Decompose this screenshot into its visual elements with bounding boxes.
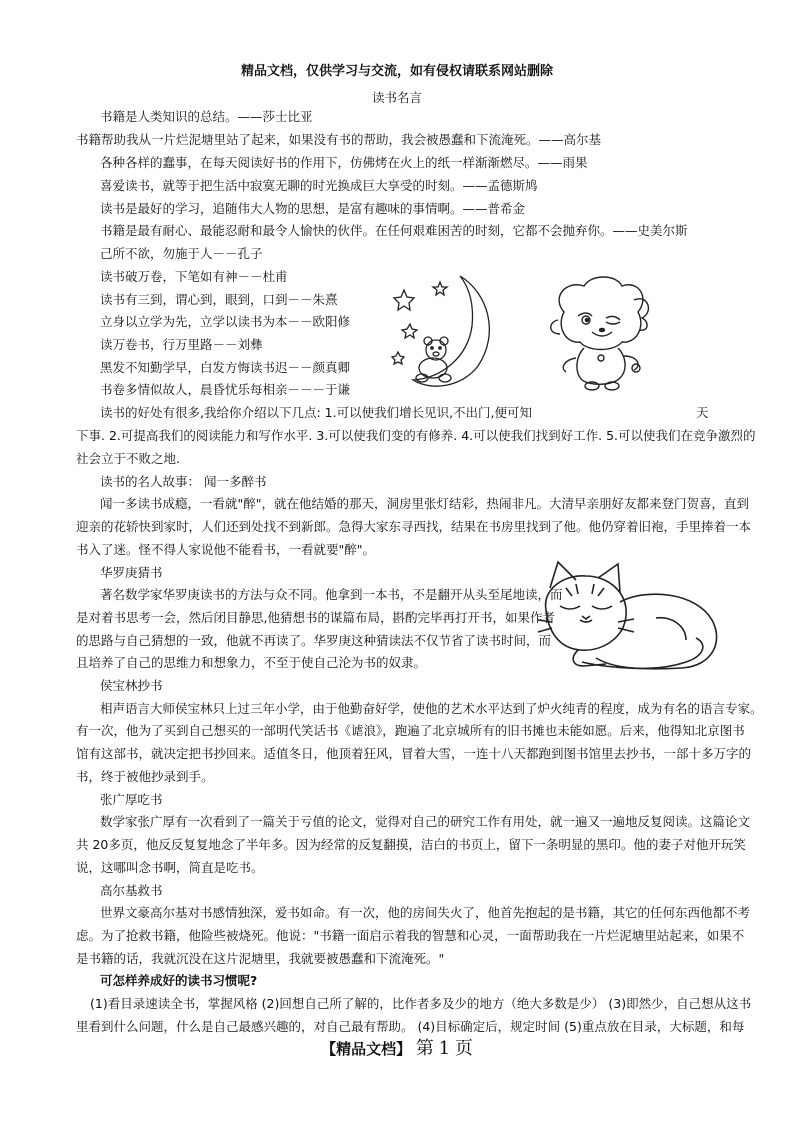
story-hou-line: 有一次，他为了买到自己想买的一部明代笑话书《谑浪》，跑遍了北京城所有的旧书摊也未能如愿。后来，他得知北京图书 — [76, 723, 745, 738]
story-hou-line: 书，终于被他抄录到手。 — [76, 769, 214, 784]
quote-line: 读书破万卷，下笔如有神－－杜甫 — [100, 269, 288, 284]
footer-page-suffix: 页 — [454, 1038, 473, 1059]
footer-label: 【精品文档】 — [321, 1040, 412, 1058]
quote-line: 各种各样的蠢事，在每天阅读好书的作用下，仿佛烤在火上的纸一样渐渐燃尽。——雨果 — [100, 155, 588, 170]
benefits-line: 下事. 2.可提高我们的阅读能力和写作水平. 3.可以使我们变的有修养. 4.可以使我们找到好工作. 5.可以使我们在竞争激烈的 — [76, 428, 756, 443]
story-zhang-title: 张广厚吃书 — [100, 792, 163, 807]
story-wen-line: 迎亲的花轿快到家时，人们还到处找不到新郎。急得大家东寻西找，结果在书房里找到了他。他仍穿着旧袍，手里捧着一本 — [76, 519, 752, 534]
quote-line: 读万卷书，行万里路－－刘彝 — [100, 337, 263, 352]
quote-line: 书卷多情似故人，晨昏忧乐每相亲－－－于谦 — [100, 382, 351, 397]
sleeping-cat-illustration — [536, 558, 726, 676]
quote-line: 黑发不知勤学早，白发方悔读书迟－－颜真卿 — [100, 360, 351, 375]
story-hou-title: 侯宝林抄书 — [100, 678, 163, 693]
story-gorky-line: 是书籍的话，我就沉没在这片泥塘里，我就要被愚蠢和下流淹死。" — [76, 951, 445, 966]
quote-line: 书籍帮助我从一片烂泥塘里站了起来，如果没有书的帮助，我会被愚蠢和下流淹死。——高尔基 — [76, 132, 602, 147]
stories-intro: 读书的名人故事： 闻一多醉书 — [100, 474, 267, 489]
benefits-line-end: 天 — [696, 405, 709, 420]
story-wen-line: 书入了迷。怪不得人家说他不能看书，一看就要"醉"。 — [76, 542, 376, 557]
quote-line: 立身以立学为先，立学以读书为本－－欧阳修 — [100, 314, 351, 329]
footer-page-prefix: 第 — [415, 1038, 434, 1059]
quote-line: 喜爱读书，就等于把生活中寂寞无聊的时光换成巨大享受的时刻。——孟德斯鸠 — [100, 178, 538, 193]
quote-line: 书籍是最有耐心、最能忍耐和最令人愉快的伙伴。在任何艰难困苦的时刻，它都不会抛弃你。——史美尔斯 — [100, 223, 688, 238]
story-wen-line: 闻一多读书成瘾，一看就"醉"，就在他结婚的那天，洞房里张灯结彩，热闹非凡。大清早亲朋好友都来登门贺喜，直到 — [100, 496, 750, 511]
page-footer — [0, 1034, 794, 1060]
story-hua-line: 的思路与自己猜想的一致，他就不再读了。华罗庚这种猜读法不仅节省了读书时间，而 — [76, 633, 552, 648]
benefits-line: 社会立于不败之地. — [76, 451, 180, 466]
benefits-line: 读书的好处有很多,我给你介绍以下几点: 1.可以使我们增长见识,不出门,便可知 — [100, 405, 533, 420]
page-header: 精品文档，仅供学习与交流，如有侵权请联系网站删除 — [240, 64, 553, 79]
story-hua-line: 著名数学家华罗庚读书的方法与众不同。他拿到一本书，不是翻开从头至尾地读，而 — [100, 587, 563, 602]
quote-line: 己所不欲，勿施于人－－孔子 — [100, 246, 263, 261]
page-title: 读书名言 — [371, 90, 422, 105]
sheep-illustration — [546, 272, 656, 394]
story-hou-line: 相声语言大师侯宝林只上过三年小学，由于他勤奋好学，使他的艺术水平达到了炉火纯青的程度，成为有名的语言专家。 — [100, 701, 763, 716]
quote-line: 读书有三到，谓心到，眼到，口到－－朱熹 — [100, 292, 338, 307]
habits-line: (1)看目录速读全书，掌握风格 (2)回想自己所了解的，比作者多及少的地方（绝大多数是少） (3)即然少，自己想从这书 — [90, 996, 752, 1011]
quote-line: 书籍是人类知识的总结。——莎士比亚 — [100, 109, 313, 124]
story-zhang-line: 数学家张广厚有一次看到了一篇关于亏值的论文，觉得对自己的研究工作有用处，就一遍又一遍地反复阅读。这篇论文 — [100, 814, 751, 829]
story-gorky-title: 高尔基救书 — [100, 883, 163, 898]
moon-bear-illustration — [388, 268, 506, 394]
quote-line: 读书是最好的学习，追随伟大人物的思想，是富有趣味的事情啊。——普希金 — [100, 201, 526, 216]
story-hua-line: 是对着书思考一会，然后闭目静思,他猜想书的谋篇布局，斟酌完毕再打开书，如果作者 — [76, 610, 555, 625]
story-gorky-line: 世界文豪高尔基对书感情独深，爱书如命。有一次，他的房间失火了，他首先抱起的是书籍，其它的任何东西他都不考 — [100, 905, 751, 920]
story-hou-line: 馆有这部书，就决定把书抄回来。适值冬日，他顶着狂风，冒着大雪，一连十八天都跑到图书馆里去抄书，一部十多万字的 — [76, 746, 752, 761]
story-hua-title: 华罗庚猜书 — [100, 565, 163, 580]
story-hua-line: 且培养了自己的思维力和想象力，不至于使自己沦为书的奴隶。 — [76, 655, 427, 670]
habits-question: 可怎样养成好的读书习惯呢? — [100, 973, 258, 988]
footer-page-number: 1 — [438, 1038, 451, 1059]
habits-line: 里看到什么问题，什么是自己最感兴趣的，对自己最有帮助。 (4)目标确定后，规定时间 (5)重点放在目录，大标题，和每 — [76, 1019, 745, 1034]
story-zhang-line: 共 20多页，他反反复复地念了半年多。因为经常的反复翻摸，洁白的书页上，留下一条明显的黑印。他的妻子对他开玩笑 — [76, 837, 746, 852]
story-gorky-line: 虑。为了抢救书籍，他险些被烧死。他说："书籍一面启示着我的智慧和心灵，一面帮助我在一片烂泥塘里站起来，如果不 — [76, 928, 745, 943]
story-zhang-line: 说，这哪叫念书啊，简直是吃书。 — [76, 860, 264, 875]
